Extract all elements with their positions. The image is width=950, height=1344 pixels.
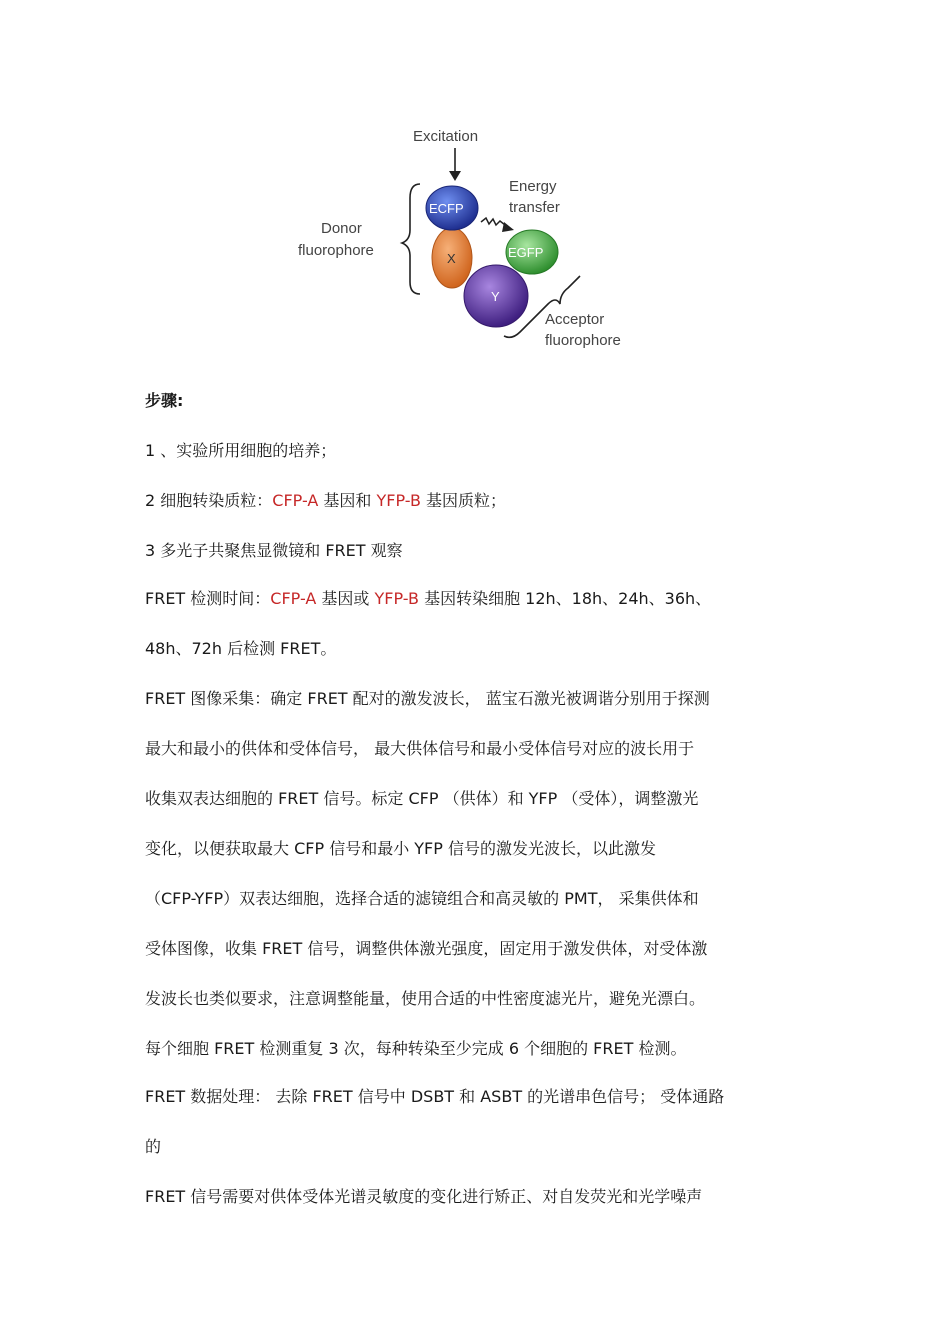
detect-time-line-2: 48h、72h 后检测 FRET。 (145, 639, 337, 658)
detect-time-line-1 (145, 588, 711, 610)
node-ecfp-label: ECFP (429, 201, 464, 216)
step-2 (145, 490, 506, 512)
fret-diagram-svg (292, 118, 662, 358)
donor-label-1: Donor (321, 220, 362, 237)
steps-heading: 步骤: (145, 391, 184, 410)
acquisition-line-1: FRET 图像采集：确定 FRET 配对的激发波长， 蓝宝石激光被调谐分别用于探测 (145, 689, 710, 708)
node-y-label: Y (491, 289, 500, 304)
fret-diagram (292, 118, 662, 358)
step-2-mid: 基因和 (318, 491, 377, 510)
acquisition-line-8: 每个细胞 FRET 检测重复 3 次，每种转染至少完成 6 个细胞的 FRET 检测。 (145, 1039, 687, 1058)
step-3: 3 多光子共聚焦显微镜和 FRET 观察 (145, 541, 403, 560)
detect-yfp: YFP-B (374, 589, 419, 608)
energy-transfer-label-2: transfer (509, 199, 560, 216)
detect-prefix: FRET 检测时间： (145, 589, 271, 608)
donor-brace (402, 184, 420, 294)
node-x-label: X (447, 251, 456, 266)
energy-transfer-squiggle (481, 218, 505, 225)
excitation-arrow-head (449, 171, 461, 181)
processing-line-2: 的 (145, 1137, 162, 1156)
detect-cfp: CFP-A (270, 589, 317, 608)
donor-label-2: fluorophore (298, 242, 374, 259)
step-2-yfp: YFP-B (376, 491, 421, 510)
acquisition-line-7: 发波长也类似要求，注意调整能量，使用合适的中性密度滤光片，避免光漂白。 (145, 989, 706, 1008)
energy-transfer-label-1: Energy (509, 178, 557, 195)
acquisition-line-5: （CFP-YFP）双表达细胞，选择合适的滤镜组合和高灵敏的 PMT， 采集供体和 (145, 889, 699, 908)
step-2-cfp: CFP-A (272, 491, 319, 510)
energy-transfer-arrowhead (502, 222, 514, 232)
node-egfp-label: EGFP (508, 245, 544, 260)
detect-suffix: 基因转染细胞 12h、18h、24h、36h、 (418, 589, 712, 608)
acquisition-line-2: 最大和最小的供体和受体信号， 最大供体信号和最小受体信号对应的波长用于 (145, 739, 695, 758)
excitation-label: Excitation (413, 128, 479, 145)
acquisition-line-3: 收集双表达细胞的 FRET 信号。标定 CFP （供体）和 YFP （受体），调整激光 (145, 789, 699, 808)
step-2-suffix: 基因质粒； (420, 491, 507, 510)
acceptor-label-1: Acceptor (545, 311, 605, 328)
processing-line-3: FRET 信号需要对供体受体光谱灵敏度的变化进行矫正、对自发荧光和光学噪声 (145, 1187, 703, 1206)
acceptor-label-2: fluorophore (545, 332, 621, 349)
acquisition-line-4: 变化，以便获取最大 CFP 信号和最小 YFP 信号的激发光波长，以此激发 (145, 839, 656, 858)
step-1: 1 、实验所用细胞的培养； (145, 441, 337, 460)
step-2-prefix: 2 细胞转染质粒： (145, 491, 273, 510)
processing-line-1: FRET 数据处理： 去除 FRET 信号中 DSBT 和 ASBT 的光谱串色信号； 受体通路 (145, 1087, 725, 1106)
detect-mid: 基因或 (316, 589, 375, 608)
acquisition-line-6: 受体图像，收集 FRET 信号，调整供体激光强度，固定用于激发供体，对受体激 (145, 939, 708, 958)
